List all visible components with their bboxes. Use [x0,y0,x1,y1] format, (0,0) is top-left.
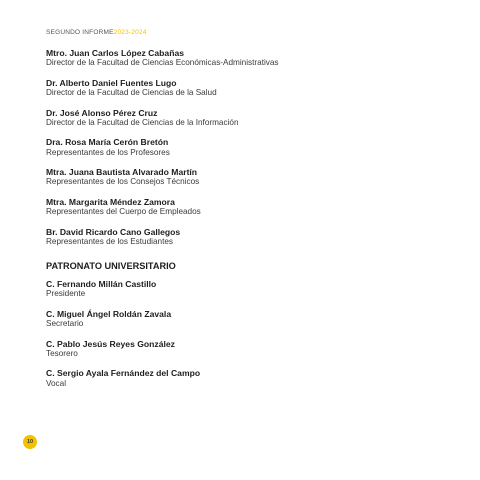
section-title: PATRONATO UNIVERSITARIO [46,260,176,271]
member-name: Mtro. Juan Carlos López Cabañas [46,48,185,58]
member-name: Dra. Rosa María Cerón Bretón [46,137,169,148]
patronato-list [46,279,446,389]
list-item [46,167,446,187]
member-role: Tesorero [46,348,78,358]
list-item [46,368,446,388]
running-header [46,29,147,36]
list-item [46,137,446,157]
list-item [46,339,446,359]
member-name: C. Sergio Ayala Fernández del Campo [46,368,201,379]
member-name: C. Miguel Ángel Roldán Zavala [46,308,172,319]
member-role: Vocal [46,378,67,388]
page-content [46,48,446,398]
member-name: Br. David Ricardo Cano Gallegos [46,226,181,237]
member-role: Representantes de los Estudiantes [46,236,173,246]
list-item [46,309,446,329]
member-name: Dr. Alberto Daniel Fuentes Lugo [46,77,177,88]
list-item [46,279,446,299]
member-role: Representantes del Cuerpo de Empleados [46,207,201,217]
page-number-badge: 10 [23,435,37,449]
member-role: Representantes de los Consejos Técnicos [46,177,200,187]
member-name: C. Pablo Jesús Reyes González [46,338,175,349]
member-name: Mtra. Juana Bautista Alvarado Martín [46,167,198,178]
member-role: Presidente [46,289,86,299]
member-role: Representantes de los Profesores [46,147,170,157]
list-item [46,78,446,98]
header-year: 2023-2024 [113,29,147,36]
list-item [46,197,446,217]
member-role: Director de la Facultad de Ciencias de la Información [46,117,239,127]
list-item [46,227,446,247]
member-role: Secretario [46,318,84,328]
member-role: Director de la Facultad de Ciencias Económicas-Administrativas [46,58,279,68]
list-item [46,108,446,128]
list-item [46,48,446,68]
member-name: Mtra. Margarita Méndez Zamora [46,196,175,207]
header-title: SEGUNDO INFORME [46,29,114,36]
member-name: Dr. José Alonso Pérez Cruz [46,107,158,118]
member-role: Director de la Facultad de Ciencias de la Salud [46,88,217,97]
council-list [46,48,446,247]
member-name: C. Fernando Millán Castillo [46,278,157,289]
